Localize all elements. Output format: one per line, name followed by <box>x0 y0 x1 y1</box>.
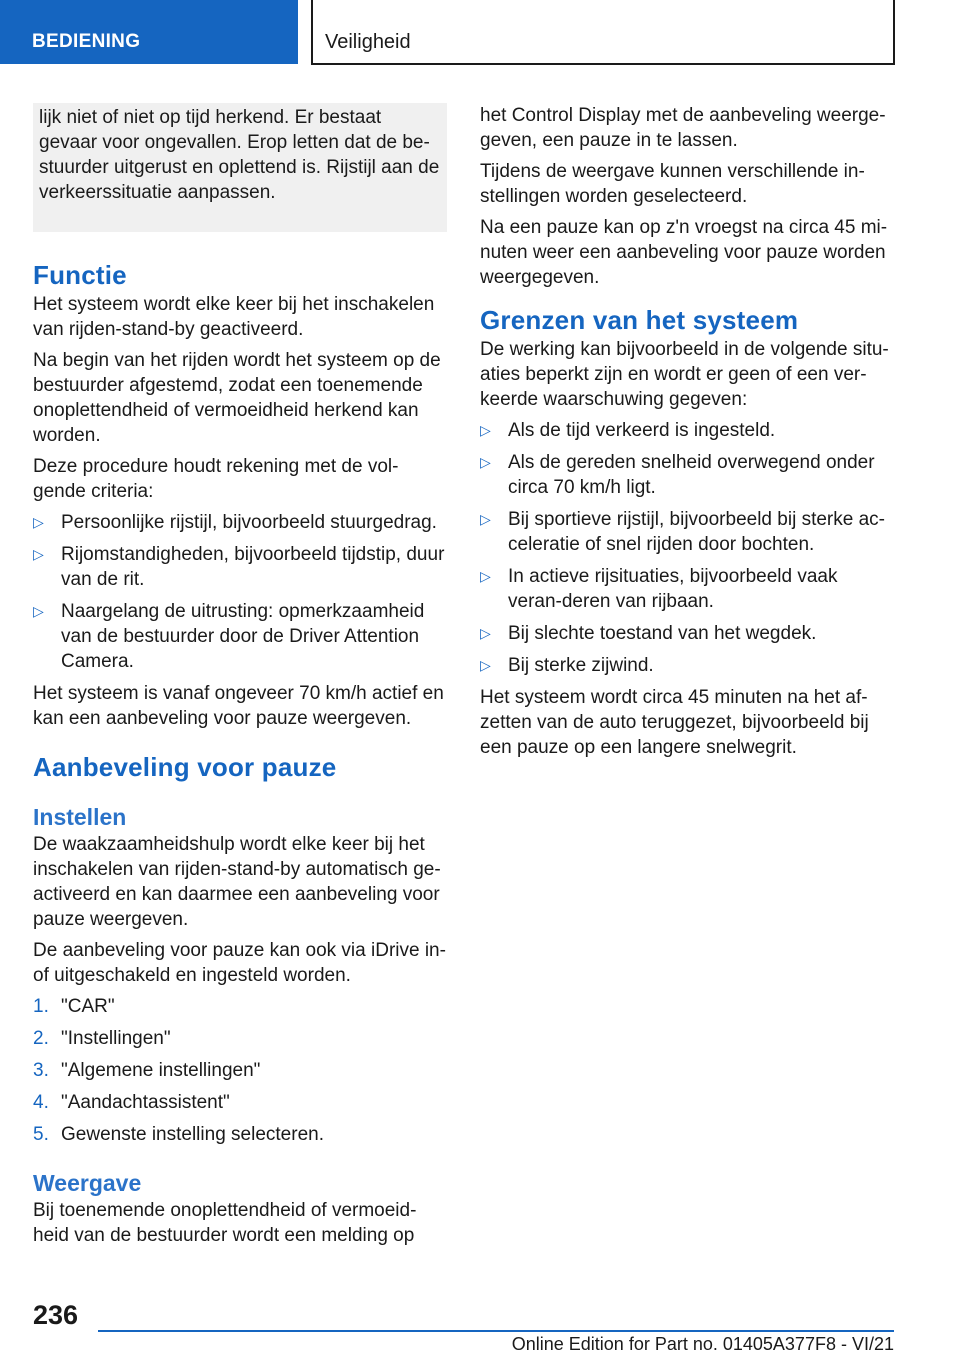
chapter-title: Veiligheid <box>311 0 895 65</box>
list-item: ▷ Als de tijd verkeerd is ingesteld. <box>480 420 776 441</box>
list-item: 4. "Aandachtassistent" <box>33 1092 230 1113</box>
steps-list <box>33 994 447 1147</box>
page-number: 236 <box>33 1300 79 1330</box>
section-tab: BEDIENING <box>0 0 298 64</box>
list-item: ▷ In actieve rijsituaties, bijvoorbeeld vaak veran-deren van rijbaan. <box>480 566 838 612</box>
limits-list <box>480 418 892 678</box>
paragraph: De werking kan bijvoorbeeld in de volgende situ-aties beperkt zijn en wordt er geen of een ver-keerde waarschuwing gegeven: <box>480 339 889 410</box>
step-number: 4. <box>33 1092 49 1113</box>
paragraph: Tijdens de weergave kunnen verschillende in-stellingen worden geselecteerd. <box>480 161 865 207</box>
heading-functie: Functie <box>33 260 127 290</box>
step-number: 2. <box>33 1028 49 1049</box>
paragraph: Bij toenemende onoplettendheid of vermoeid-heid van de bestuurder wordt een melding op <box>33 1200 417 1246</box>
paragraph: Het systeem is vanaf ongeveer 70 km/h actief en kan een aanbeveling voor pauze weergeven. <box>33 683 444 729</box>
paragraph: De waakzaamheidshulp wordt elke keer bij het inschakelen van rijden-stand-by automatisch ge-activeerd en kan daarmee een aanbeveling voor pauze weergeven. <box>33 834 441 930</box>
list-item: 5. Gewenste instelling selecteren. <box>33 1124 324 1145</box>
heading-grenzen: Grenzen van het systeem <box>480 305 799 335</box>
triangle-bullet-icon: ▷ <box>480 625 491 641</box>
paragraph: Na begin van het rijden wordt het systeem op de bestuurder afgestemd, zodat een toenemende onoplettendheid of vermoeidheid herkend kan worden. <box>33 350 441 446</box>
paragraph: Het systeem wordt elke keer bij het inschakelen van rijden-stand-by geactiveerd. <box>33 294 435 340</box>
list-item: ▷ Bij sportieve rijstijl, bijvoorbeeld bij sterke ac-celeratie of snel rijden door bochten. <box>480 509 885 555</box>
heading-weergave: Weergave <box>33 1170 142 1196</box>
paragraph: het Control Display met de aanbeveling weerge-geven, een pauze in te lassen. <box>480 105 886 151</box>
list-item: 2. "Instellingen" <box>33 1028 171 1049</box>
triangle-bullet-icon: ▷ <box>480 568 491 584</box>
step-number: 3. <box>33 1060 49 1081</box>
list-item: 1. "CAR" <box>33 996 115 1017</box>
triangle-bullet-icon: ▷ <box>33 603 44 619</box>
list-item: ▷ Rijomstandigheden, bijvoorbeeld tijdstip, duur van de rit. <box>33 544 445 590</box>
left-column <box>33 103 447 1254</box>
list-item: ▷ Naargelang de uitrusting: opmerkzaamheid van de bestuurder door de Driver Attention Camera. <box>33 601 425 672</box>
right-column <box>480 103 892 766</box>
list-item: 3. "Algemene instellingen" <box>33 1060 261 1081</box>
heading-aanbeveling: Aanbeveling voor pauze <box>33 752 337 782</box>
paragraph: Deze procedure houdt rekening met de vol-gende criteria: <box>33 456 399 502</box>
triangle-bullet-icon: ▷ <box>480 454 491 470</box>
footer-divider <box>98 1330 894 1332</box>
list-item: ▷ Bij slechte toestand van het wegdek. <box>480 623 817 644</box>
list-item: ▷ Bij sterke zijwind. <box>480 655 654 676</box>
paragraph: Na een pauze kan op z'n vroegst na circa 45 mi-nuten weer een aanbeveling voor pauze worden weergegeven. <box>480 217 888 288</box>
list-item: ▷ Persoonlijke rijstijl, bijvoorbeeld stuurgedrag. <box>33 512 437 533</box>
triangle-bullet-icon: ▷ <box>33 514 44 530</box>
criteria-list <box>33 510 447 674</box>
footer-edition: Online Edition for Part no. 01405A377F8 - VI/21 <box>511 1334 894 1354</box>
triangle-bullet-icon: ▷ <box>480 657 491 673</box>
step-number: 5. <box>33 1124 49 1145</box>
heading-instellen: Instellen <box>33 804 127 830</box>
triangle-bullet-icon: ▷ <box>33 546 44 562</box>
step-number: 1. <box>33 996 49 1017</box>
triangle-bullet-icon: ▷ <box>480 511 491 527</box>
triangle-bullet-icon: ▷ <box>480 422 491 438</box>
paragraph: De aanbeveling voor pauze kan ook via iDrive in- of uitgeschakeld en ingesteld worden. <box>33 940 446 986</box>
warning-box: lijk niet of niet op tijd herkend. Er bestaat gevaar voor ongevallen. Erop letten dat de be-stuurder uitgerust en oplettend is. Rijstijl aan de verkeerssituatie aanpassen. <box>33 103 447 232</box>
paragraph: Het systeem wordt circa 45 minuten na het af-zetten van de auto teruggezet, bijvoorbeeld bij een pauze op een langere snelwegrit. <box>480 687 869 758</box>
list-item: ▷ Als de gereden snelheid overwegend onder circa 70 km/h ligt. <box>480 452 875 498</box>
